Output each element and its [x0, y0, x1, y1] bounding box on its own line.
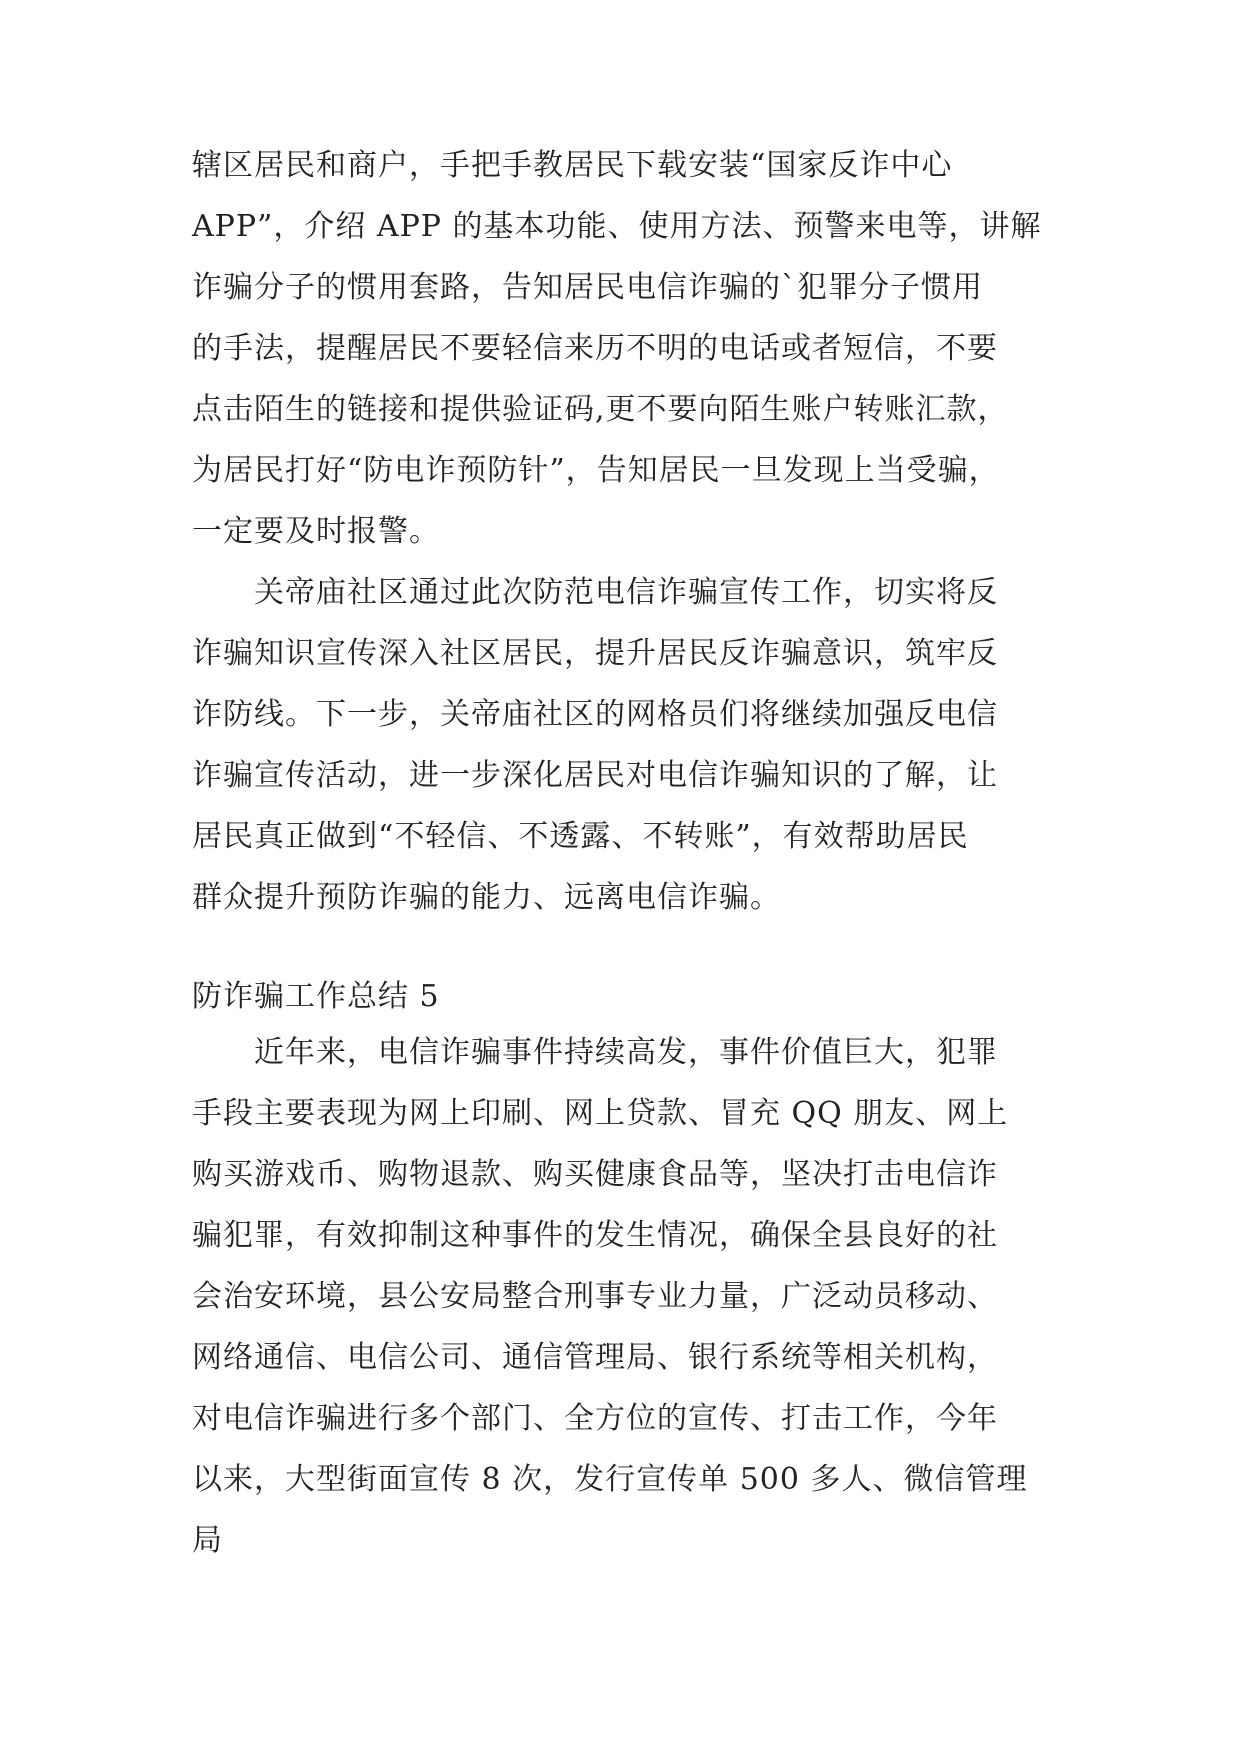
text-line: 关帝庙社区通过此次防范电信诈骗宣传工作，切实将反: [192, 575, 998, 610]
paragraph-2: [192, 562, 1052, 928]
text-line: 近年来，电信诈骗事件持续高发，事件价值巨大，犯罪: [192, 1035, 998, 1070]
text-line: 诈骗宣传活动，进一步深化居民对电信诈骗知识的了解，让: [192, 758, 998, 793]
text-line: 居民真正做到“不轻信、不透露、不转账”，有效帮助居民: [192, 819, 969, 854]
text-line: 的手法，提醒居民不要轻信来历不明的电话或者短信，不要: [192, 331, 998, 366]
text-line: 以来，大型街面宣传 8 次，发行宣传单 500 多人、微信管理: [192, 1462, 1028, 1497]
text-line: 点击陌生的链接和提供验证码,更不要向陌生账户转账汇款，: [192, 392, 1009, 427]
paragraph-1: [192, 135, 1052, 562]
text-line: 局: [192, 1523, 223, 1558]
text-line: 诈骗分子的惯用套路，告知居民电信诈骗的`犯罪分子惯用: [192, 270, 983, 305]
text-line: 为居民打好“防电诈预防针”，告知居民一旦发现上当受骗，: [192, 453, 1000, 488]
text-line: 骗犯罪，有效抑制这种事件的发生情况，确保全县良好的社: [192, 1218, 998, 1253]
text-line: APP”，介绍 APP 的基本功能、使用方法、预警来电等，讲解: [192, 209, 1042, 244]
text-line: 对电信诈骗进行多个部门、全方位的宣传、打击工作，今年: [192, 1401, 998, 1436]
text-line: 会治安环境，县公安局整合刑事专业力量，广泛动员移动、: [192, 1279, 998, 1314]
text-line: 一定要及时报警。: [192, 514, 440, 549]
text-line: 辖区居民和商户，手把手教居民下载安装“国家反诈中心: [192, 148, 953, 183]
text-line: 诈防线。下一步，关帝庙社区的网格员们将继续加强反电信: [192, 697, 998, 732]
text-line: 购买游戏币、购物退款、购买健康食品等，坚决打击电信诈: [192, 1157, 998, 1192]
paragraph-3: [192, 1022, 1052, 1571]
section-heading: 防诈骗工作总结 5: [192, 979, 440, 1014]
text-line: 诈骗知识宣传深入社区居民，提升居民反诈骗意识，筑牢反: [192, 636, 998, 671]
text-line: 群众提升预防诈骗的能力、远离电信诈骗。: [192, 880, 781, 915]
text-line: 手段主要表现为网上印刷、网上贷款、冒充 QQ 朋友、网上: [192, 1096, 1009, 1131]
text-line: 网络通信、电信公司、通信管理局、银行系统等相关机构，: [192, 1340, 998, 1375]
